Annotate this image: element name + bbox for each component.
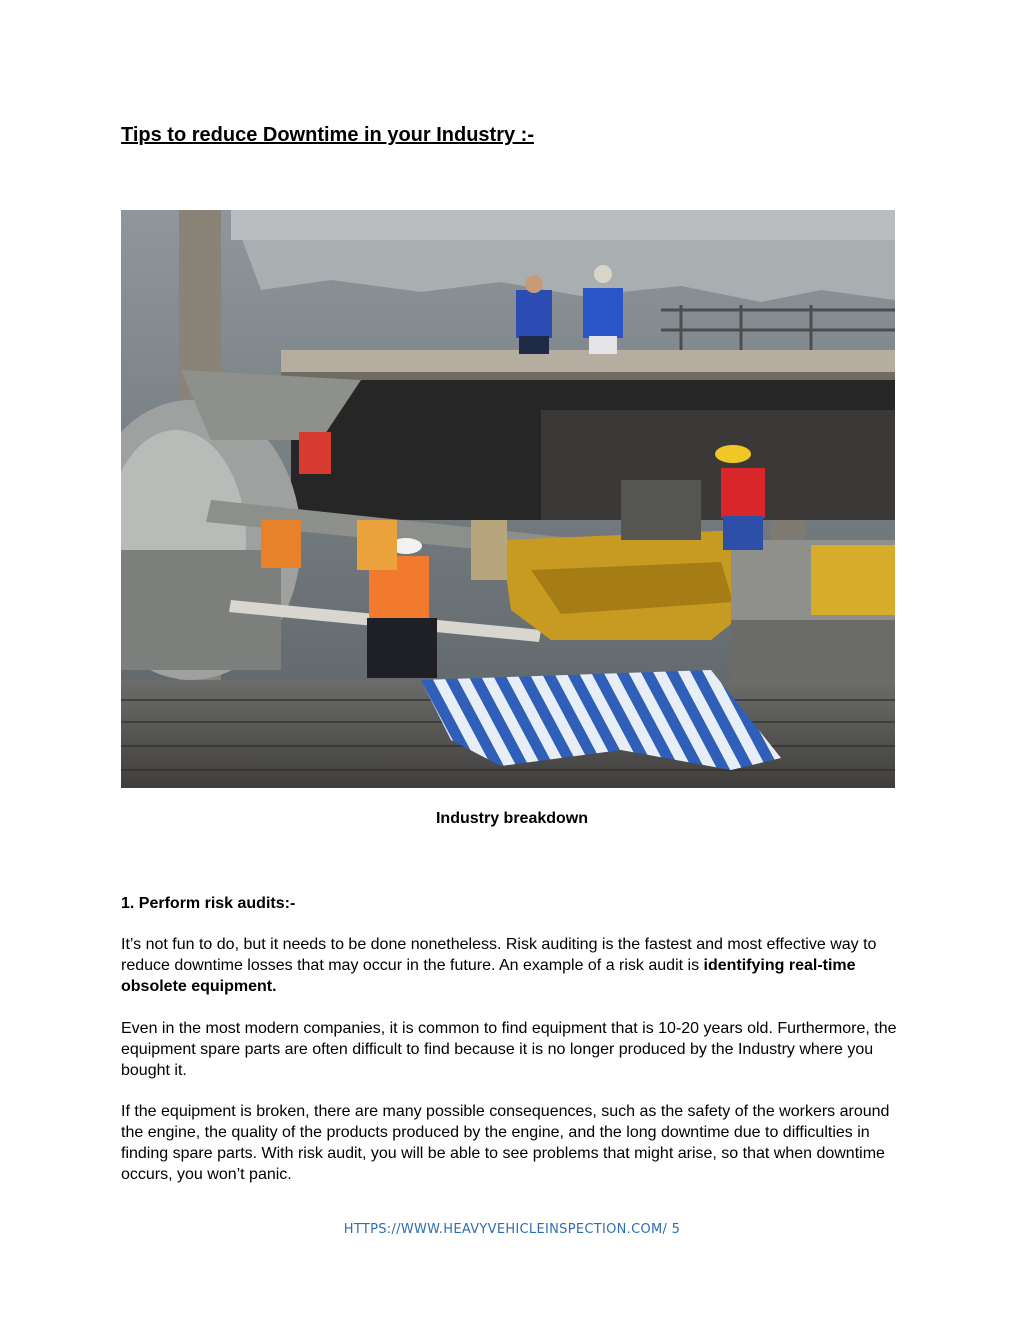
paragraph-2: Even in the most modern companies, it is common to find equipment that is 10-20 years old. Furthermore, the equipment spare parts are often difficult to find because it is no longer produced by the Industry where you bought it. xyxy=(121,1020,897,1079)
paragraph-3: If the equipment is broken, there are many possible consequences, such as the safety of the workers around the engine, the quality of the products produced by the engine, and the long downtime due to difficulties in finding spare parts. With risk audit, you will be able to see problems that might arise, so that when downtime occurs, you won’t panic. xyxy=(121,1103,890,1183)
section-heading: 1. Perform risk audits:- xyxy=(121,895,296,912)
page-title: Tips to reduce Downtime in your Industry :- xyxy=(121,124,534,146)
figure-caption: Industry breakdown xyxy=(435,810,589,827)
construction-site-photo xyxy=(121,210,895,788)
paragraph-1-text: It’s not fun to do, but it needs to be done nonetheless. Risk auditing is the fastest and most effective way to reduce downtime losses that may occur in the future. An example of a risk audit is xyxy=(121,936,877,974)
paragraph-1-bold: identifying real-time obsolete equipment. xyxy=(121,957,856,995)
page-number: 5 xyxy=(671,1222,681,1237)
footer-url[interactable]: HTTPS://WWW.HEAVYVEHICLEINSPECTION.COM/ xyxy=(343,1222,668,1237)
paragraph-1 xyxy=(121,934,911,997)
page-footer xyxy=(0,1220,1024,1240)
